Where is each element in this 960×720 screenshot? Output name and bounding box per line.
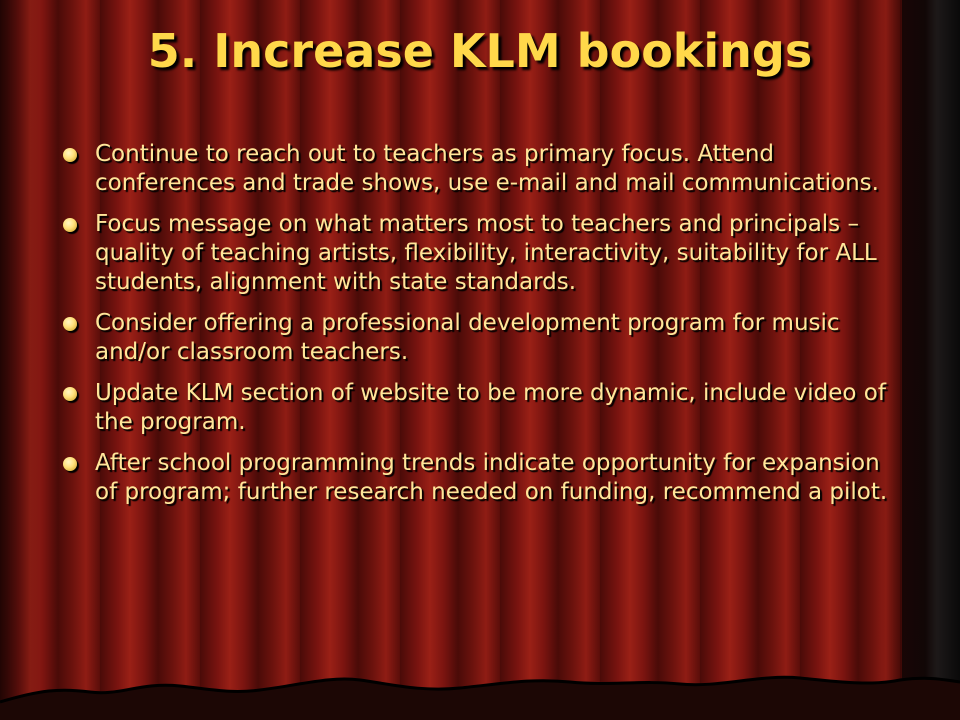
bullet-item bbox=[60, 449, 905, 507]
bullet-text: Update KLM section of website to be more dynamic, include video of the program. bbox=[95, 380, 886, 435]
curtain-hem bbox=[0, 630, 960, 720]
bullet-item bbox=[60, 309, 905, 367]
bullet-item bbox=[60, 140, 905, 198]
bullet-text: Focus message on what matters most to teachers and principals – quality of teaching artists, flexibility, interactivity, suitability for ALL students, alignment with state standards. bbox=[95, 211, 877, 295]
bullet-text: After school programming trends indicate opportunity for expansion of program; further research needed on funding, recommend a pilot. bbox=[95, 450, 888, 505]
bullet-text: Consider offering a professional development program for music and/or classroom teachers. bbox=[95, 310, 840, 365]
slide-title: 5. Increase KLM bookings bbox=[147, 24, 813, 78]
bullet-dot-icon bbox=[63, 387, 77, 401]
bullet-item bbox=[60, 379, 905, 437]
bullet-dot-icon bbox=[63, 317, 77, 331]
bullet-dot-icon bbox=[63, 457, 77, 471]
curtain-drape-right bbox=[902, 0, 960, 720]
bullet-item bbox=[60, 210, 905, 297]
bullet-text: Continue to reach out to teachers as primary focus. Attend conferences and trade shows, use e-mail and mail communications. bbox=[95, 141, 879, 196]
bullet-dot-icon bbox=[63, 218, 77, 232]
bullet-dot-icon bbox=[63, 148, 77, 162]
bullet-list bbox=[60, 140, 905, 519]
